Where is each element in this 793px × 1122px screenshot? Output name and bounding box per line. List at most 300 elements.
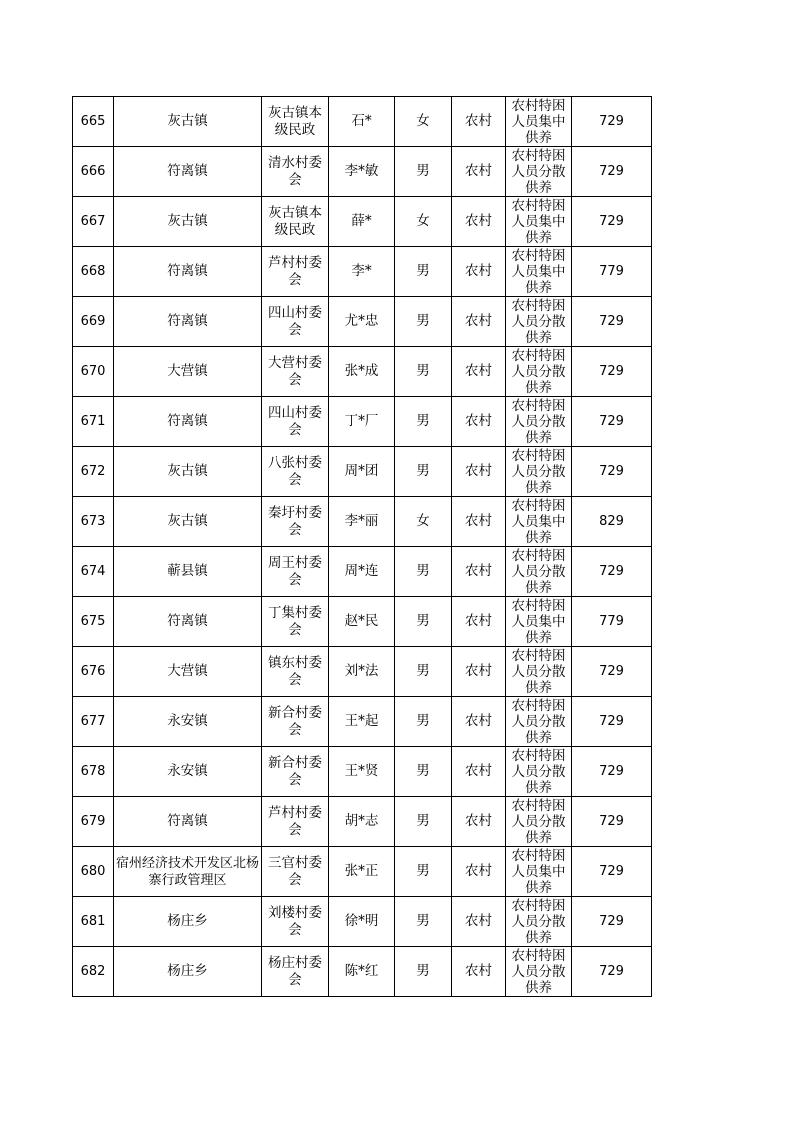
cell-amount bbox=[572, 197, 652, 247]
cell-category bbox=[506, 497, 572, 547]
cell-gender bbox=[395, 347, 452, 397]
cell-category bbox=[506, 797, 572, 847]
cell-gender bbox=[395, 297, 452, 347]
cell-area-text: 农村 bbox=[465, 113, 492, 129]
cell-village bbox=[262, 297, 329, 347]
table-body bbox=[73, 97, 652, 997]
cell-gender-text: 男 bbox=[416, 313, 430, 329]
table-row bbox=[73, 847, 652, 897]
cell-category bbox=[506, 947, 572, 997]
cell-village bbox=[262, 597, 329, 647]
cell-amount-text: 779 bbox=[599, 264, 624, 279]
cell-area-text: 农村 bbox=[465, 313, 492, 329]
cell-gender-text: 男 bbox=[416, 863, 430, 879]
cell-town bbox=[114, 797, 262, 847]
cell-gender bbox=[395, 647, 452, 697]
cell-town-text: 灰古镇 bbox=[167, 463, 208, 479]
cell-town bbox=[114, 447, 262, 497]
cell-name-text: 李*丽 bbox=[344, 513, 379, 529]
cell-town-text: 符离镇 bbox=[167, 313, 208, 329]
cell-category bbox=[506, 547, 572, 597]
cell-town bbox=[114, 847, 262, 897]
cell-village bbox=[262, 897, 329, 947]
table-row bbox=[73, 197, 652, 247]
cell-gender bbox=[395, 97, 452, 147]
cell-area bbox=[452, 897, 506, 947]
cell-amount-text: 729 bbox=[599, 364, 624, 379]
cell-amount-text: 779 bbox=[599, 614, 624, 629]
cell-category-text: 农村特困人员集中供养 bbox=[511, 598, 566, 646]
cell-gender bbox=[395, 447, 452, 497]
cell-village-text: 清水村委会 bbox=[268, 154, 322, 188]
cell-village-text: 四山村委会 bbox=[268, 304, 322, 338]
cell-category-text: 农村特困人员分散供养 bbox=[511, 398, 566, 446]
cell-name-text: 张*成 bbox=[344, 363, 379, 379]
cell-name bbox=[329, 947, 395, 997]
cell-amount bbox=[572, 897, 652, 947]
cell-index bbox=[73, 197, 114, 247]
cell-category-text: 农村特困人员分散供养 bbox=[511, 348, 566, 396]
cell-name bbox=[329, 447, 395, 497]
cell-amount bbox=[572, 547, 652, 597]
cell-index-text: 673 bbox=[80, 514, 106, 529]
cell-gender-text: 男 bbox=[416, 363, 430, 379]
cell-amount bbox=[572, 847, 652, 897]
cell-category-text: 农村特困人员集中供养 bbox=[511, 848, 566, 896]
cell-village-text: 新合村委会 bbox=[268, 704, 322, 738]
cell-area-text: 农村 bbox=[465, 963, 492, 979]
cell-gender-text: 男 bbox=[416, 663, 430, 679]
cell-index bbox=[73, 597, 114, 647]
cell-area bbox=[452, 197, 506, 247]
table-row bbox=[73, 797, 652, 847]
cell-category-text: 农村特困人员集中供养 bbox=[511, 248, 566, 296]
cell-index bbox=[73, 247, 114, 297]
cell-town bbox=[114, 647, 262, 697]
cell-town bbox=[114, 97, 262, 147]
cell-area bbox=[452, 647, 506, 697]
cell-village bbox=[262, 447, 329, 497]
cell-gender bbox=[395, 747, 452, 797]
cell-category-text: 农村特困人员分散供养 bbox=[511, 748, 566, 796]
cell-index-text: 682 bbox=[80, 964, 106, 979]
cell-amount-text: 729 bbox=[599, 664, 624, 679]
cell-amount bbox=[572, 497, 652, 547]
cell-area bbox=[452, 97, 506, 147]
cell-index bbox=[73, 747, 114, 797]
cell-gender-text: 男 bbox=[416, 413, 430, 429]
cell-index bbox=[73, 847, 114, 897]
cell-gender bbox=[395, 697, 452, 747]
cell-name bbox=[329, 197, 395, 247]
cell-name-text: 赵*民 bbox=[344, 613, 379, 629]
cell-name-text: 胡*志 bbox=[344, 813, 379, 829]
cell-town-text: 永安镇 bbox=[167, 713, 208, 729]
cell-index-text: 674 bbox=[80, 564, 106, 579]
cell-village bbox=[262, 697, 329, 747]
cell-index bbox=[73, 497, 114, 547]
cell-name bbox=[329, 897, 395, 947]
cell-area-text: 农村 bbox=[465, 863, 492, 879]
cell-village bbox=[262, 97, 329, 147]
cell-name bbox=[329, 247, 395, 297]
cell-index-text: 669 bbox=[80, 314, 106, 329]
cell-category-text: 农村特困人员集中供养 bbox=[511, 198, 566, 246]
cell-area-text: 农村 bbox=[465, 513, 492, 529]
cell-name bbox=[329, 647, 395, 697]
cell-amount-text: 729 bbox=[599, 114, 624, 129]
cell-town-text: 符离镇 bbox=[167, 813, 208, 829]
cell-gender bbox=[395, 497, 452, 547]
cell-gender-text: 男 bbox=[416, 263, 430, 279]
cell-town bbox=[114, 597, 262, 647]
cell-amount-text: 729 bbox=[599, 164, 624, 179]
cell-village-text: 三官村委会 bbox=[268, 854, 322, 888]
cell-gender-text: 女 bbox=[416, 113, 430, 129]
cell-name bbox=[329, 547, 395, 597]
cell-gender-text: 男 bbox=[416, 963, 430, 979]
cell-town-text: 灰古镇 bbox=[167, 213, 208, 229]
cell-village-text: 刘楼村委会 bbox=[268, 904, 322, 938]
cell-area-text: 农村 bbox=[465, 213, 492, 229]
cell-amount bbox=[572, 447, 652, 497]
table-row bbox=[73, 547, 652, 597]
cell-category bbox=[506, 847, 572, 897]
cell-index-text: 681 bbox=[80, 914, 106, 929]
cell-category-text: 农村特困人员集中供养 bbox=[511, 98, 566, 146]
cell-name bbox=[329, 97, 395, 147]
cell-amount bbox=[572, 297, 652, 347]
cell-category-text: 农村特困人员分散供养 bbox=[511, 448, 566, 496]
cell-village bbox=[262, 797, 329, 847]
cell-village bbox=[262, 847, 329, 897]
cell-amount bbox=[572, 397, 652, 447]
cell-amount bbox=[572, 747, 652, 797]
cell-name-text: 李*敏 bbox=[344, 163, 379, 179]
table-row bbox=[73, 347, 652, 397]
cell-amount bbox=[572, 647, 652, 697]
cell-area bbox=[452, 447, 506, 497]
cell-amount-text: 729 bbox=[599, 714, 624, 729]
cell-gender-text: 女 bbox=[416, 513, 430, 529]
cell-category bbox=[506, 397, 572, 447]
cell-name bbox=[329, 497, 395, 547]
cell-town bbox=[114, 297, 262, 347]
cell-area-text: 农村 bbox=[465, 813, 492, 829]
cell-name bbox=[329, 397, 395, 447]
cell-index-text: 666 bbox=[80, 164, 106, 179]
cell-town-text: 符离镇 bbox=[167, 613, 208, 629]
cell-area-text: 农村 bbox=[465, 163, 492, 179]
cell-village bbox=[262, 197, 329, 247]
cell-index bbox=[73, 647, 114, 697]
cell-area bbox=[452, 147, 506, 197]
cell-index bbox=[73, 897, 114, 947]
cell-village-text: 灰古镇本级民政 bbox=[268, 104, 322, 138]
cell-area-text: 农村 bbox=[465, 613, 492, 629]
cell-index bbox=[73, 947, 114, 997]
cell-index bbox=[73, 397, 114, 447]
beneficiary-table bbox=[72, 96, 652, 997]
cell-town-text: 蕲县镇 bbox=[167, 563, 208, 579]
cell-town bbox=[114, 147, 262, 197]
cell-village-text: 秦圩村委会 bbox=[268, 504, 322, 538]
cell-town-text: 符离镇 bbox=[167, 263, 208, 279]
cell-gender bbox=[395, 897, 452, 947]
cell-gender-text: 男 bbox=[416, 463, 430, 479]
cell-town bbox=[114, 547, 262, 597]
cell-name-text: 石* bbox=[351, 113, 372, 129]
cell-gender-text: 男 bbox=[416, 763, 430, 779]
cell-name bbox=[329, 747, 395, 797]
cell-town-text: 大营镇 bbox=[167, 363, 208, 379]
cell-index bbox=[73, 347, 114, 397]
cell-index-text: 667 bbox=[80, 214, 106, 229]
cell-town-text: 灰古镇 bbox=[167, 513, 208, 529]
cell-area bbox=[452, 497, 506, 547]
cell-area bbox=[452, 947, 506, 997]
cell-category-text: 农村特困人员分散供养 bbox=[511, 798, 566, 846]
cell-gender-text: 女 bbox=[416, 213, 430, 229]
cell-category-text: 农村特困人员分散供养 bbox=[511, 298, 566, 346]
cell-name-text: 刘*法 bbox=[344, 663, 379, 679]
cell-name-text: 周*连 bbox=[344, 563, 379, 579]
cell-town-text: 杨庄乡 bbox=[167, 963, 208, 979]
cell-town bbox=[114, 897, 262, 947]
cell-name-text: 陈*红 bbox=[344, 963, 379, 979]
cell-index-text: 680 bbox=[80, 864, 106, 879]
cell-amount bbox=[572, 947, 652, 997]
cell-town bbox=[114, 247, 262, 297]
cell-town-text: 宿州经济技术开发区北杨寨行政管理区 bbox=[115, 855, 259, 888]
cell-gender bbox=[395, 147, 452, 197]
cell-amount-text: 829 bbox=[599, 514, 624, 529]
cell-village-text: 芦村村委会 bbox=[268, 804, 322, 838]
cell-category bbox=[506, 897, 572, 947]
table-row bbox=[73, 597, 652, 647]
cell-town bbox=[114, 197, 262, 247]
cell-index-text: 668 bbox=[80, 264, 106, 279]
cell-area-text: 农村 bbox=[465, 363, 492, 379]
cell-amount-text: 729 bbox=[599, 764, 624, 779]
cell-village-text: 镇东村委会 bbox=[268, 654, 322, 688]
cell-area-text: 农村 bbox=[465, 663, 492, 679]
cell-index bbox=[73, 297, 114, 347]
cell-index bbox=[73, 547, 114, 597]
cell-name-text: 尤*忠 bbox=[344, 313, 379, 329]
cell-area-text: 农村 bbox=[465, 463, 492, 479]
cell-area-text: 农村 bbox=[465, 713, 492, 729]
cell-category-text: 农村特困人员集中供养 bbox=[511, 498, 566, 546]
table-row bbox=[73, 297, 652, 347]
cell-name-text: 薛* bbox=[351, 213, 372, 229]
cell-category-text: 农村特困人员分散供养 bbox=[511, 548, 566, 596]
cell-amount-text: 729 bbox=[599, 214, 624, 229]
cell-amount bbox=[572, 697, 652, 747]
cell-area bbox=[452, 547, 506, 597]
cell-category bbox=[506, 597, 572, 647]
cell-town bbox=[114, 747, 262, 797]
cell-gender-text: 男 bbox=[416, 563, 430, 579]
cell-name bbox=[329, 797, 395, 847]
cell-town-text: 永安镇 bbox=[167, 763, 208, 779]
cell-amount bbox=[572, 147, 652, 197]
table-row bbox=[73, 947, 652, 997]
cell-town bbox=[114, 347, 262, 397]
cell-amount bbox=[572, 247, 652, 297]
cell-category bbox=[506, 647, 572, 697]
cell-town-text: 符离镇 bbox=[167, 163, 208, 179]
cell-area bbox=[452, 847, 506, 897]
cell-gender bbox=[395, 597, 452, 647]
cell-category-text: 农村特困人员分散供养 bbox=[511, 148, 566, 196]
cell-index bbox=[73, 797, 114, 847]
cell-category bbox=[506, 197, 572, 247]
cell-amount-text: 729 bbox=[599, 964, 624, 979]
cell-town bbox=[114, 947, 262, 997]
cell-area bbox=[452, 247, 506, 297]
cell-amount-text: 729 bbox=[599, 814, 624, 829]
cell-name-text: 徐*明 bbox=[344, 913, 379, 929]
table-row bbox=[73, 497, 652, 547]
table-row bbox=[73, 697, 652, 747]
cell-category bbox=[506, 697, 572, 747]
cell-gender-text: 男 bbox=[416, 613, 430, 629]
cell-index bbox=[73, 447, 114, 497]
cell-town-text: 大营镇 bbox=[167, 663, 208, 679]
cell-gender bbox=[395, 847, 452, 897]
cell-amount-text: 729 bbox=[599, 564, 624, 579]
cell-name bbox=[329, 847, 395, 897]
cell-amount-text: 729 bbox=[599, 464, 624, 479]
cell-category bbox=[506, 147, 572, 197]
cell-area-text: 农村 bbox=[465, 413, 492, 429]
cell-village bbox=[262, 247, 329, 297]
cell-gender-text: 男 bbox=[416, 913, 430, 929]
table-row bbox=[73, 897, 652, 947]
cell-index-text: 665 bbox=[80, 114, 106, 129]
cell-name bbox=[329, 297, 395, 347]
cell-gender-text: 男 bbox=[416, 163, 430, 179]
cell-name bbox=[329, 347, 395, 397]
cell-village-text: 八张村委会 bbox=[268, 454, 322, 488]
cell-village-text: 四山村委会 bbox=[268, 404, 322, 438]
table-row bbox=[73, 247, 652, 297]
cell-area bbox=[452, 747, 506, 797]
cell-category bbox=[506, 347, 572, 397]
cell-area bbox=[452, 347, 506, 397]
cell-area bbox=[452, 597, 506, 647]
cell-amount bbox=[572, 97, 652, 147]
cell-amount-text: 729 bbox=[599, 314, 624, 329]
cell-name-text: 张*正 bbox=[344, 863, 379, 879]
cell-town-text: 灰古镇 bbox=[167, 113, 208, 129]
cell-gender bbox=[395, 947, 452, 997]
cell-village bbox=[262, 347, 329, 397]
cell-category bbox=[506, 297, 572, 347]
cell-gender bbox=[395, 797, 452, 847]
cell-category-text: 农村特困人员分散供养 bbox=[511, 698, 566, 746]
cell-area bbox=[452, 697, 506, 747]
cell-town bbox=[114, 397, 262, 447]
cell-name bbox=[329, 597, 395, 647]
cell-name-text: 李* bbox=[351, 263, 372, 279]
cell-gender-text: 男 bbox=[416, 713, 430, 729]
cell-index-text: 670 bbox=[80, 364, 106, 379]
table-row bbox=[73, 647, 652, 697]
cell-category bbox=[506, 747, 572, 797]
table-row bbox=[73, 147, 652, 197]
cell-area-text: 农村 bbox=[465, 263, 492, 279]
cell-area bbox=[452, 397, 506, 447]
cell-index-text: 671 bbox=[80, 414, 106, 429]
cell-village-text: 灰古镇本级民政 bbox=[268, 204, 322, 238]
cell-name-text: 周*团 bbox=[344, 463, 379, 479]
cell-village-text: 新合村委会 bbox=[268, 754, 322, 788]
cell-village-text: 杨庄村委会 bbox=[268, 954, 322, 988]
cell-village-text: 周王村委会 bbox=[268, 554, 322, 588]
cell-category bbox=[506, 97, 572, 147]
table-row bbox=[73, 747, 652, 797]
cell-name-text: 王*贤 bbox=[344, 763, 379, 779]
cell-amount-text: 729 bbox=[599, 414, 624, 429]
cell-name bbox=[329, 697, 395, 747]
cell-index-text: 677 bbox=[80, 714, 106, 729]
cell-area-text: 农村 bbox=[465, 763, 492, 779]
cell-village bbox=[262, 147, 329, 197]
table-row bbox=[73, 397, 652, 447]
cell-name-text: 王*起 bbox=[344, 713, 379, 729]
cell-index-text: 672 bbox=[80, 464, 106, 479]
cell-index bbox=[73, 97, 114, 147]
cell-index bbox=[73, 147, 114, 197]
cell-index-text: 679 bbox=[80, 814, 106, 829]
cell-amount bbox=[572, 597, 652, 647]
cell-category bbox=[506, 447, 572, 497]
table-row bbox=[73, 447, 652, 497]
cell-index-text: 676 bbox=[80, 664, 106, 679]
cell-village bbox=[262, 947, 329, 997]
cell-area bbox=[452, 297, 506, 347]
cell-village bbox=[262, 497, 329, 547]
cell-name bbox=[329, 147, 395, 197]
cell-village bbox=[262, 647, 329, 697]
cell-area-text: 农村 bbox=[465, 913, 492, 929]
cell-gender bbox=[395, 397, 452, 447]
cell-amount-text: 729 bbox=[599, 864, 624, 879]
cell-gender-text: 男 bbox=[416, 813, 430, 829]
cell-index-text: 675 bbox=[80, 614, 106, 629]
cell-town-text: 杨庄乡 bbox=[167, 913, 208, 929]
cell-category bbox=[506, 247, 572, 297]
cell-town bbox=[114, 697, 262, 747]
cell-amount bbox=[572, 797, 652, 847]
cell-village bbox=[262, 747, 329, 797]
cell-gender bbox=[395, 247, 452, 297]
cell-category-text: 农村特困人员分散供养 bbox=[511, 648, 566, 696]
cell-village bbox=[262, 547, 329, 597]
table-row bbox=[73, 97, 652, 147]
cell-village bbox=[262, 397, 329, 447]
cell-name-text: 丁*厂 bbox=[344, 413, 379, 429]
cell-town bbox=[114, 497, 262, 547]
cell-gender bbox=[395, 547, 452, 597]
cell-gender bbox=[395, 197, 452, 247]
cell-amount-text: 729 bbox=[599, 914, 624, 929]
cell-index bbox=[73, 697, 114, 747]
cell-amount bbox=[572, 347, 652, 397]
cell-town-text: 符离镇 bbox=[167, 413, 208, 429]
